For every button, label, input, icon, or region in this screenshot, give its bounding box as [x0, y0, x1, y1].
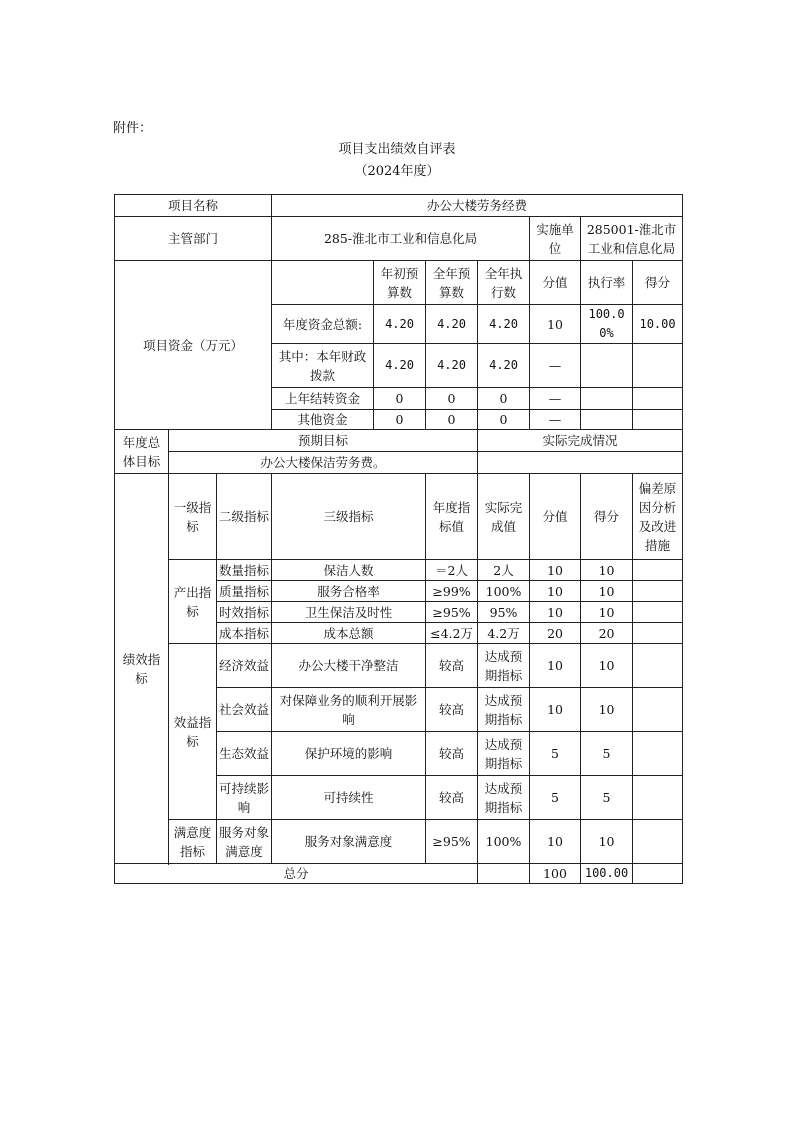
funds-cell: [581, 410, 633, 430]
total-row: [115, 864, 683, 884]
perf-score: 10: [581, 602, 633, 623]
perf-level3: 对保障业务的顺利开展影响: [272, 688, 426, 732]
perf-header-target: 年度指标值: [426, 474, 478, 560]
total-blank: [478, 864, 530, 884]
funds-header-annual-execution: 全年执行数: [478, 261, 530, 305]
funds-cell: —: [530, 410, 581, 430]
funds-header-annual-budget: 全年预算数: [426, 261, 478, 305]
perf-note: [633, 560, 683, 581]
funds-header-execution-rate: 执行率: [581, 261, 633, 305]
funds-cell: 10.00: [633, 305, 683, 344]
funds-header-initial-budget: 年初预算数: [374, 261, 426, 305]
project-name-label: 项目名称: [115, 195, 272, 217]
perf-score: 10: [581, 688, 633, 732]
goals-header-row: [115, 430, 683, 452]
funds-cell: [581, 388, 633, 410]
perf-score-value: 10: [530, 644, 581, 688]
funds-header-score: 得分: [633, 261, 683, 305]
perf-score: 10: [581, 820, 633, 864]
project-name-value: 办公大楼劳务经费: [272, 195, 683, 217]
satisfaction-indicators-label: 满意度指标: [169, 820, 217, 864]
perf-level2: 时效指标: [217, 602, 272, 623]
annual-goal-label: 年度总体目标: [115, 430, 169, 474]
actual-completion-header: 实际完成情况: [478, 430, 683, 452]
perf-level3: 办公大楼干净整洁: [272, 644, 426, 688]
perf-row: [115, 644, 683, 688]
perf-target: 较高: [426, 644, 478, 688]
perf-target: ≥99%: [426, 581, 478, 602]
perf-score: 10: [581, 581, 633, 602]
funds-cell: [633, 388, 683, 410]
perf-header-level3: 三级指标: [272, 474, 426, 560]
perf-note: [633, 602, 683, 623]
funds-cell: 4.20: [426, 344, 478, 388]
funds-cell: 4.20: [478, 305, 530, 344]
perf-actual: 4.2万: [478, 623, 530, 644]
perf-note: [633, 623, 683, 644]
perf-level3: 可持续性: [272, 776, 426, 820]
funds-cell: [581, 344, 633, 388]
perf-score: 20: [581, 623, 633, 644]
funds-header-blank: [272, 261, 374, 305]
perf-target: 较高: [426, 732, 478, 776]
perf-target: ＝2人: [426, 560, 478, 581]
funds-row-label: 其他资金: [272, 410, 374, 430]
implementing-unit-label: 实施单位: [530, 217, 581, 261]
perf-score-value: 20: [530, 623, 581, 644]
department-value: 285-淮北市工业和信息化局: [272, 217, 530, 261]
perf-level3: 保洁人数: [272, 560, 426, 581]
funds-cell: 4.20: [374, 305, 426, 344]
perf-actual: 达成预期指标: [478, 732, 530, 776]
perf-note: [633, 776, 683, 820]
perf-level2: 经济效益: [217, 644, 272, 688]
perf-header-score-value: 分值: [530, 474, 581, 560]
perf-target: 较高: [426, 776, 478, 820]
perf-level3: 服务合格率: [272, 581, 426, 602]
funds-cell: —: [530, 388, 581, 410]
perf-score-value: 10: [530, 820, 581, 864]
funds-cell: 0: [478, 388, 530, 410]
funds-cell: 0: [426, 410, 478, 430]
perf-level2: 数量指标: [217, 560, 272, 581]
funds-header-score-value: 分值: [530, 261, 581, 305]
perf-actual: 达成预期指标: [478, 776, 530, 820]
perf-level3: 保护环境的影响: [272, 732, 426, 776]
performance-indicators-label: 绩效指标: [115, 474, 169, 864]
perf-level2: 成本指标: [217, 623, 272, 644]
perf-actual: 2人: [478, 560, 530, 581]
perf-row: [115, 820, 683, 864]
funds-cell: 0: [426, 388, 478, 410]
funds-row-label: 其中：本年财政拨款: [272, 344, 374, 388]
perf-score-value: 5: [530, 732, 581, 776]
perf-actual: 100%: [478, 581, 530, 602]
perf-level3: 服务对象满意度: [272, 820, 426, 864]
perf-score-value: 5: [530, 776, 581, 820]
perf-level2: 生态效益: [217, 732, 272, 776]
perf-note: [633, 644, 683, 688]
perf-score-value: 10: [530, 560, 581, 581]
funds-cell: 0: [478, 410, 530, 430]
perf-header-deviation: 偏差原因分析及改进措施: [633, 474, 683, 560]
perf-actual: 达成预期指标: [478, 688, 530, 732]
perf-row: [115, 560, 683, 581]
department-row: [115, 217, 683, 261]
perf-note: [633, 820, 683, 864]
page-title: 项目支出绩效自评表: [338, 142, 456, 157]
perf-score-value: 10: [530, 581, 581, 602]
funds-cell: 4.20: [426, 305, 478, 344]
project-name-row: [115, 195, 683, 217]
implementing-unit-value: 285001-淮北市工业和信息化局: [581, 217, 683, 261]
perf-header-level1: 一级指标: [169, 474, 217, 560]
total-score: 100.00: [581, 864, 633, 884]
perf-header-row: [115, 474, 683, 560]
perf-score: 5: [581, 776, 633, 820]
perf-level2: 社会效益: [217, 688, 272, 732]
page-subtitle: （2024年度）: [354, 164, 440, 179]
goals-value-row: [115, 452, 683, 474]
perf-score-value: 10: [530, 602, 581, 623]
funds-label: 项目资金（万元）: [115, 261, 272, 430]
funds-header-row: [115, 261, 683, 305]
funds-cell: 4.20: [478, 344, 530, 388]
funds-cell: 100.00%: [581, 305, 633, 344]
perf-target: ≤4.2万: [426, 623, 478, 644]
output-indicators-label: 产出指标: [169, 560, 217, 644]
attachment-label: 附件：: [113, 121, 153, 136]
perf-target: 较高: [426, 688, 478, 732]
self-evaluation-table: [114, 194, 683, 884]
funds-cell: 10: [530, 305, 581, 344]
expected-goal-value: 办公大楼保洁劳务费。: [169, 452, 478, 474]
perf-note: [633, 732, 683, 776]
perf-score-value: 10: [530, 688, 581, 732]
perf-score: 5: [581, 732, 633, 776]
funds-cell: 4.20: [374, 344, 426, 388]
perf-score: 10: [581, 560, 633, 581]
benefit-indicators-label: 效益指标: [169, 644, 217, 820]
perf-level3: 成本总额: [272, 623, 426, 644]
perf-level2: 可持续影响: [217, 776, 272, 820]
perf-actual: 95%: [478, 602, 530, 623]
perf-target: ≥95%: [426, 820, 478, 864]
department-label: 主管部门: [115, 217, 272, 261]
perf-level3: 卫生保洁及时性: [272, 602, 426, 623]
perf-level2: 质量指标: [217, 581, 272, 602]
funds-row-label: 年度资金总额:: [272, 305, 374, 344]
perf-actual: 100%: [478, 820, 530, 864]
actual-completion-value: [478, 452, 683, 474]
total-score-value: 100: [530, 864, 581, 884]
funds-cell: 0: [374, 410, 426, 430]
funds-cell: —: [530, 344, 581, 388]
funds-cell: [633, 410, 683, 430]
perf-header-actual: 实际完成值: [478, 474, 530, 560]
perf-note: [633, 688, 683, 732]
perf-note: [633, 581, 683, 602]
funds-cell: [633, 344, 683, 388]
perf-score: 10: [581, 644, 633, 688]
funds-row-label: 上年结转资金: [272, 388, 374, 410]
perf-actual: 达成预期指标: [478, 644, 530, 688]
total-note: [633, 864, 683, 884]
total-label: 总分: [115, 864, 478, 884]
perf-level2: 服务对象满意度: [217, 820, 272, 864]
perf-header-score: 得分: [581, 474, 633, 560]
perf-target: ≥95%: [426, 602, 478, 623]
perf-header-level2: 二级指标: [217, 474, 272, 560]
expected-goal-header: 预期目标: [169, 430, 478, 452]
funds-cell: 0: [374, 388, 426, 410]
